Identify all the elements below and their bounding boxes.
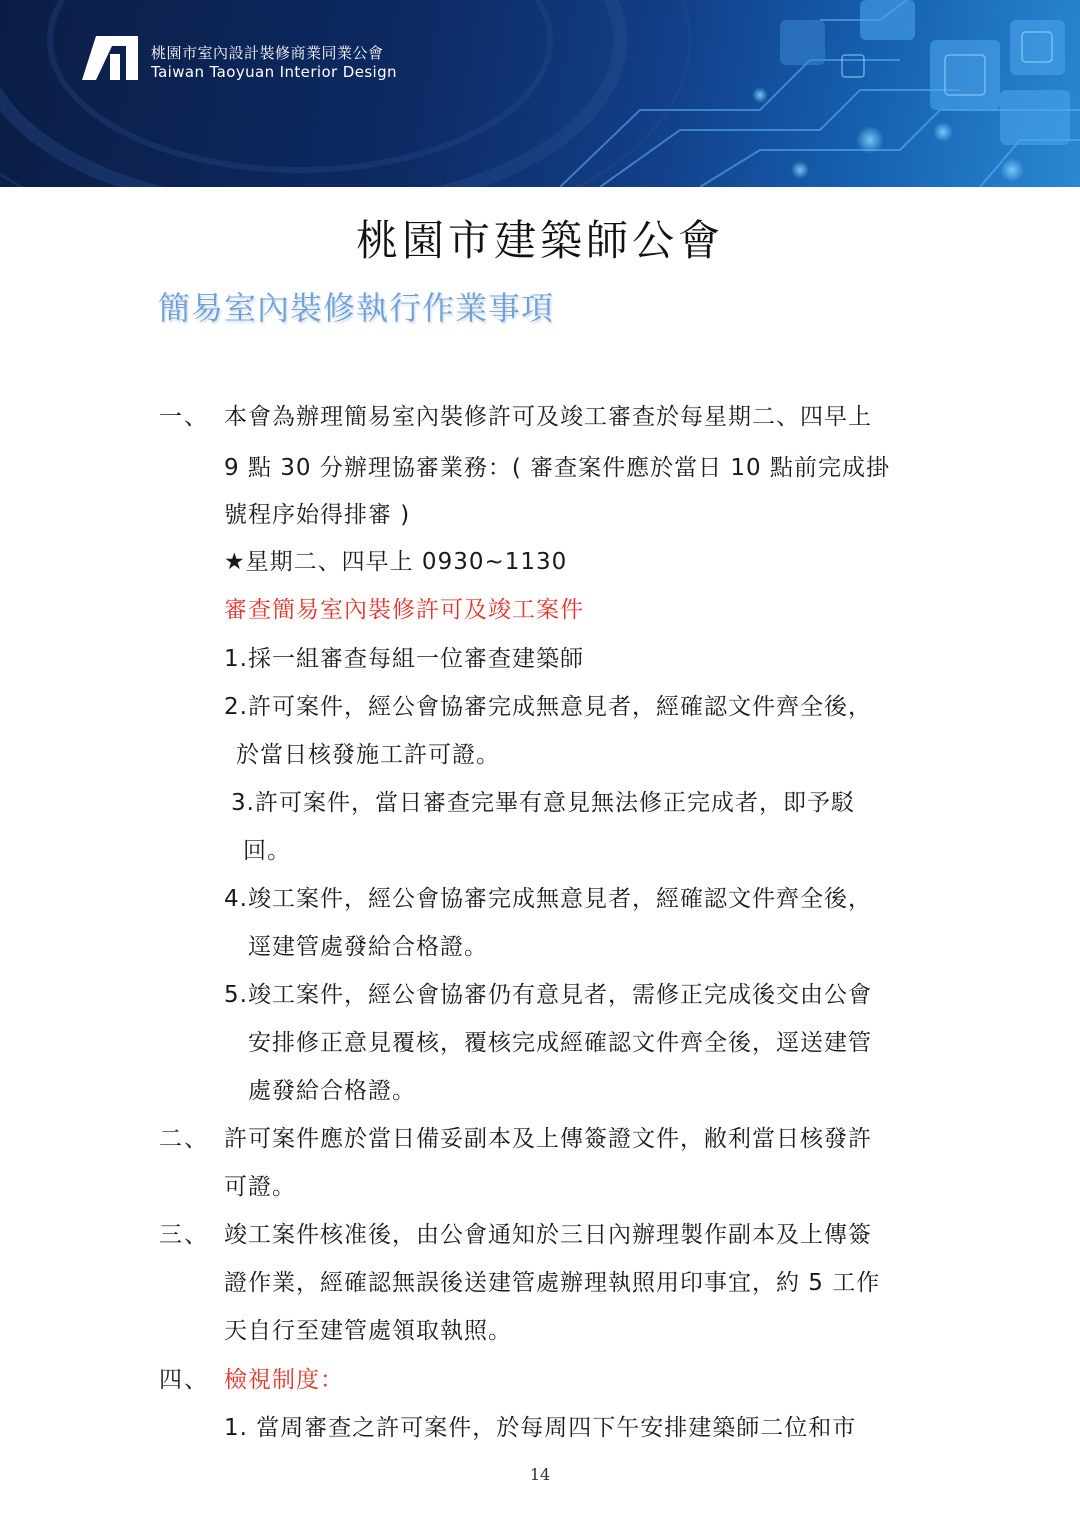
section3-line: 天自行至建管處領取執照。 [224, 1318, 512, 1344]
section-number-3: 三、 [159, 1222, 209, 1248]
page-number: 14 [529, 1465, 551, 1484]
list-item: 處發給合格證。 [248, 1078, 416, 1104]
section-number-1: 一、 [159, 404, 209, 430]
page-subtitle: 簡易室內裝修執行作業事項 [158, 289, 555, 327]
section2-line: 可證。 [224, 1174, 296, 1200]
list-item: 4.竣工案件，經公會協審完成無意見者，經確認文件齊全後， [224, 886, 872, 912]
section4-line: 1. 當周審查之許可案件，於每周四下午安排建築師二位和市 [224, 1415, 857, 1441]
org-name-en: Taiwan Taoyuan Interior Design [151, 63, 397, 81]
list-item: 5.竣工案件，經公會協審仍有意見者，需修正完成後交由公會 [224, 982, 872, 1008]
list-item: 2.許可案件，經公會協審完成無意見者，經確認文件齊全後， [224, 694, 872, 720]
section1-line: 號程序始得排審 ) [224, 502, 411, 528]
section3-line: 證作業，經確認無誤後送建管處辦理執照用印事宜，約 5 工作 [224, 1270, 881, 1296]
section1-line: 9 點 30 分辦理協審業務：( 審查案件應於當日 10 點前完成掛 [224, 455, 891, 481]
section4-heading: 檢視制度： [224, 1367, 344, 1393]
list-item: 逕建管處發給合格證。 [248, 934, 488, 960]
page-title: 桃園市建築師公會 [355, 216, 724, 265]
section2-line: 許可案件應於當日備妥副本及上傳簽證文件，敝利當日核發許 [224, 1126, 872, 1152]
section1-schedule: ★星期二、四早上 0930~1130 [224, 549, 568, 575]
header-banner [0, 0, 1080, 187]
section3-line: 竣工案件核准後，由公會通知於三日內辦理製作副本及上傳簽 [224, 1222, 872, 1248]
org-name: 桃園市室內設計裝修商業同業公會 [151, 44, 384, 62]
list-item: 安排修正意見覆核，覆核完成經確認文件齊全後，逕送建管 [248, 1030, 872, 1056]
ti-logo-icon [82, 34, 138, 80]
section-number-2: 二、 [159, 1126, 209, 1152]
circuit-decoration [0, 0, 1080, 187]
list-item: 1.採一組審查每組一位審查建築師 [224, 646, 584, 672]
section1-red-heading: 審查簡易室內裝修許可及竣工案件 [224, 597, 584, 623]
list-item: 回。 [243, 838, 291, 864]
list-item: 於當日核發施工許可證。 [236, 742, 500, 768]
section1-line: 本會為辦理簡易室內裝修許可及竣工審查於每星期二、四早上 [224, 404, 872, 430]
list-item: 3.許可案件，當日審查完畢有意見無法修正完成者，即予駁 [231, 790, 855, 816]
section-number-4: 四、 [159, 1367, 209, 1393]
